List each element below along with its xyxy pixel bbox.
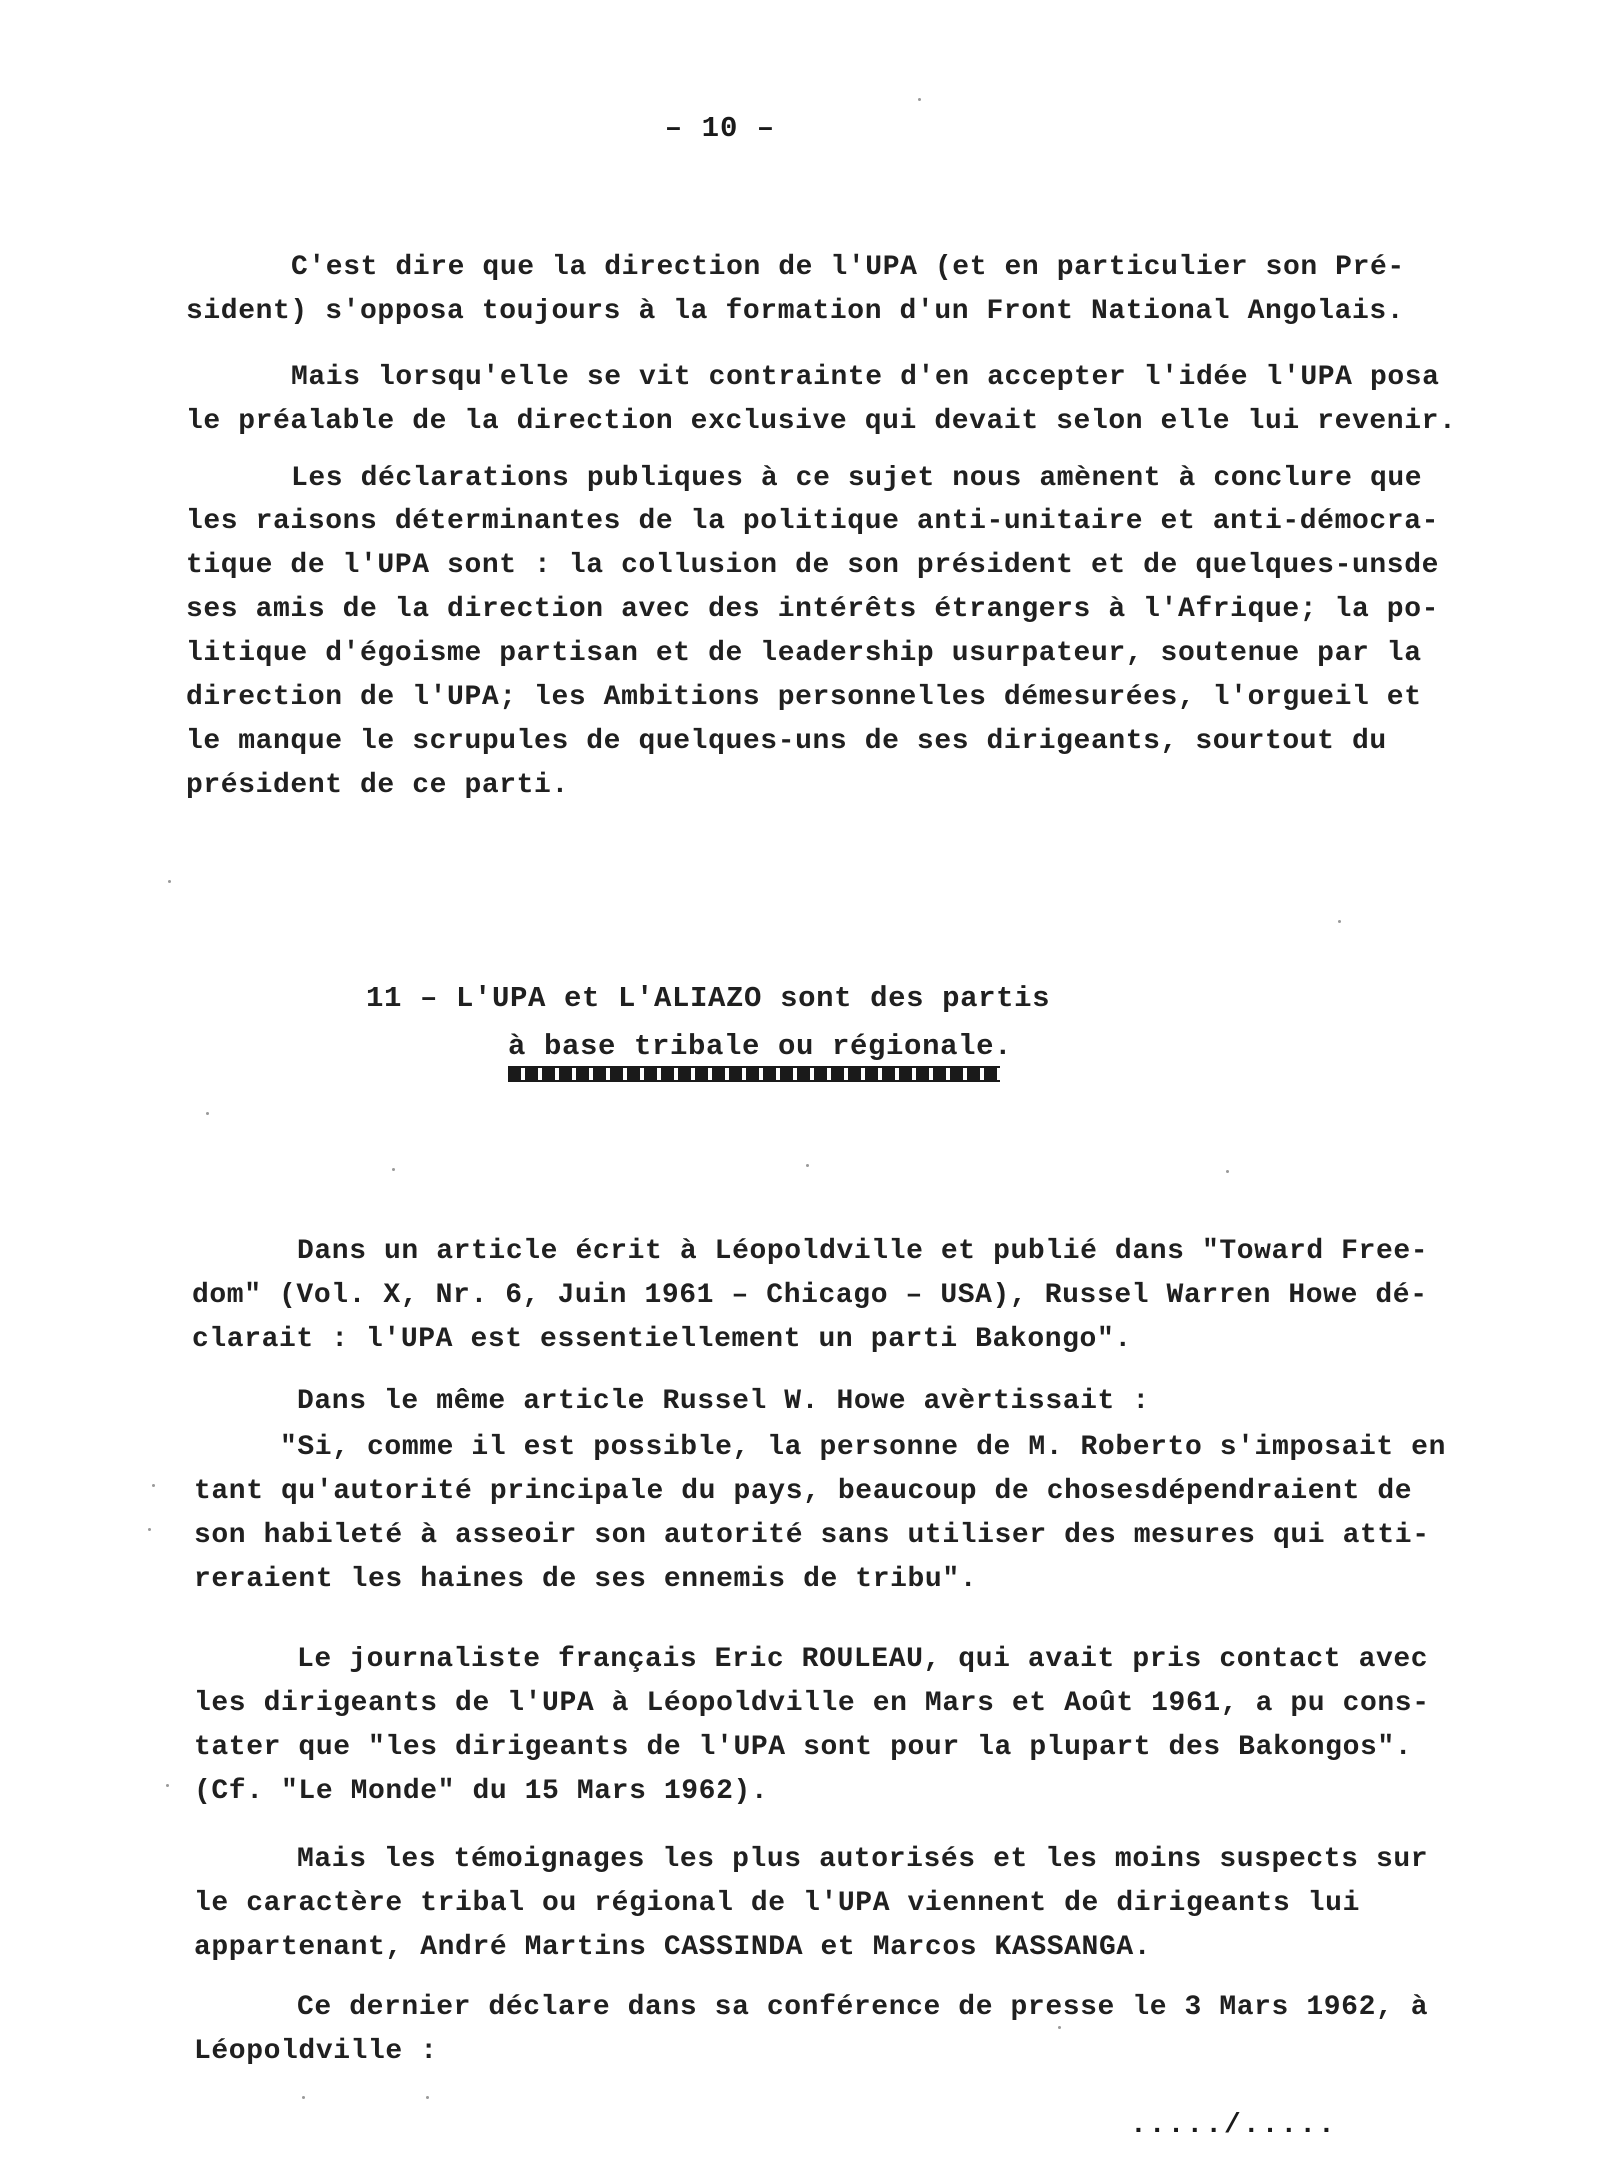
paragraph-line: le manque le scrupules de quelques-uns de ses dirigeants, sourtout du [186,726,1387,757]
quote-line: reraient les haines de ses ennemis de tribu". [194,1564,978,1595]
quote-line: tant qu'autorité principale du pays, beaucoup de chosesdépendraient de [194,1476,1413,1507]
continuation-mark: ...../..... [1130,2110,1337,2141]
scan-speck [166,1784,169,1787]
paragraph-line: tique de l'UPA sont : la collusion de son président et de quelques-unsde [186,550,1439,581]
scan-speck [392,1168,395,1171]
scan-speck [148,1528,151,1531]
paragraph-line: Le journaliste français Eric ROULEAU, qui avait pris contact avec [297,1644,1429,1675]
paragraph-line: ses amis de la direction avec des intérêts étrangers à l'Afrique; la po- [186,594,1439,625]
paragraph-line: dom" (Vol. X, Nr. 6, Juin 1961 – Chicago – USA), Russel Warren Howe dé- [192,1280,1428,1311]
page-number: – 10 – [664,112,776,145]
scan-speck [302,2096,305,2099]
paragraph-line: litique d'égoisme partisan et de leadership usurpateur, soutenue par la [186,638,1422,669]
scan-speck [1058,2026,1061,2029]
scan-speck [1338,920,1341,923]
paragraph-line: les raisons déterminantes de la politique anti-unitaire et anti-démocra- [186,506,1439,537]
scan-speck [1226,1170,1229,1173]
scan-speck [152,1484,155,1487]
paragraph-line: sident) s'opposa toujours à la formation d'un Front National Angolais. [186,296,1405,327]
paragraph-line: (Cf. "Le Monde" du 15 Mars 1962). [194,1776,769,1807]
quote-line: son habileté à asseoir son autorité sans utiliser des mesures qui atti- [194,1520,1430,1551]
paragraph-line: C'est dire que la direction de l'UPA (et en particulier son Pré- [291,252,1405,283]
section-heading: 11 – L'UPA et L'ALIAZO sont des partis [366,982,1051,1015]
quote-line: "Si, comme il est possible, la personne de M. Roberto s'imposait en [280,1432,1446,1463]
section-heading: à base tribale ou régionale. [508,1030,1013,1063]
paragraph-line: clarait : l'UPA est essentiellement un parti Bakongo". [192,1324,1132,1355]
paragraph-line: Les déclarations publiques à ce sujet nous amènent à conclure que [291,463,1423,494]
paragraph-line: Mais les témoignages les plus autorisés et les moins suspects sur [297,1844,1429,1875]
paragraph-line: les dirigeants de l'UPA à Léopoldville en Mars et Août 1961, a pu cons- [194,1688,1430,1719]
paragraph-line: président de ce parti. [186,770,569,801]
scan-speck [168,880,171,883]
paragraph-line: tater que "les dirigeants de l'UPA sont pour la plupart des Bakongos". [194,1732,1413,1763]
scan-speck [806,1164,809,1167]
paragraph-line: Léopoldville : [194,2036,438,2067]
paragraph-line: Ce dernier déclare dans sa conférence de presse le 3 Mars 1962, à [297,1992,1429,2023]
scan-speck [206,1112,209,1115]
paragraph-line: le caractère tribal ou régional de l'UPA viennent de dirigeants lui [194,1888,1360,1919]
heading-underline [508,1066,1000,1082]
scan-speck [918,98,921,101]
paragraph-line: appartenant, André Martins CASSINDA et Marcos KASSANGA. [194,1932,1152,1963]
paragraph-line: Dans un article écrit à Léopoldville et publié dans "Toward Free- [297,1236,1429,1267]
scan-speck [426,2096,429,2099]
paragraph-line: direction de l'UPA; les Ambitions personnelles démesurées, l'orgueil et [186,682,1422,713]
paragraph-line: Mais lorsqu'elle se vit contrainte d'en accepter l'idée l'UPA posa [291,362,1440,393]
paragraph-line: Dans le même article Russel W. Howe avèrtissait : [297,1386,1150,1417]
paragraph-line: le préalable de la direction exclusive qui devait selon elle lui revenir. [186,406,1457,437]
